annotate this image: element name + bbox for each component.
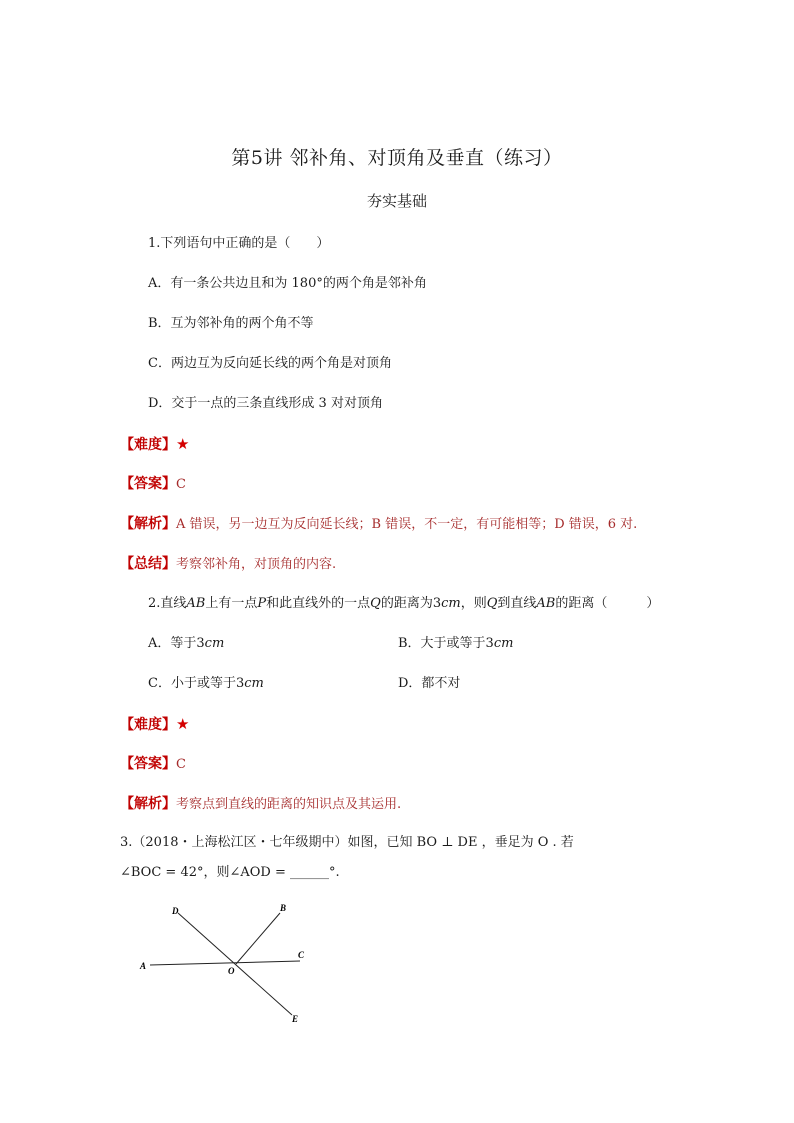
- point-label-o: O: [228, 966, 235, 976]
- option-text: C．小于或等于3: [148, 676, 245, 691]
- difficulty-label: 【难度】: [120, 717, 176, 733]
- summary-label: 【总结】: [120, 556, 176, 572]
- q2-var-q: Q: [370, 596, 381, 611]
- q2-stem-text: 上有一点: [205, 596, 258, 611]
- summary-text: 考察邻补角，对顶角的内容.: [176, 557, 337, 572]
- q2-analysis: [120, 795, 401, 814]
- q3-stem-line1: 3.（2018・上海松江区・七年级期中）如图，已知 BO ⊥ DE ，垂足为 O . 若: [120, 835, 574, 850]
- star-icon: ★: [176, 715, 190, 733]
- q2-stem-text: ，则: [460, 596, 487, 611]
- point-label-b: B: [280, 903, 287, 913]
- analysis-text: A 错误，另一边互为反向延长线；B 错误，不一定，有可能相等；D 错误，6 对.: [176, 517, 638, 532]
- difficulty-label: 【难度】: [120, 437, 176, 453]
- ray-ob: [236, 913, 280, 964]
- q1-summary: [120, 555, 336, 574]
- geometry-figure: [130, 895, 330, 1030]
- page-title: 第5讲 邻补角、对顶角及垂直（练习）: [231, 147, 563, 169]
- option-text: A．等于3: [148, 636, 205, 651]
- answer-label: 【答案】: [120, 756, 176, 772]
- option-unit: cm: [244, 676, 264, 691]
- analysis-text: 考察点到直线的距离的知识点及其运用.: [176, 797, 402, 812]
- q2-stem-text: 到直线: [497, 596, 537, 611]
- q2-answer: [120, 755, 186, 774]
- star-icon: ★: [176, 435, 190, 453]
- q1-stem: 1.下列语句中正确的是（ ）: [148, 236, 330, 251]
- answer-label: 【答案】: [120, 476, 176, 492]
- q2-option-c: [148, 675, 264, 693]
- q1-option-c: C．两边互为反向延长线的两个角是对顶角: [148, 356, 392, 371]
- analysis-label: 【解析】: [120, 516, 176, 532]
- q2-stem: [148, 595, 659, 613]
- answer-value: C: [176, 477, 186, 492]
- q2-stem-text: 的距离（ ）: [555, 596, 660, 611]
- q1-option-a: A．有一条公共边且和为 180°的两个角是邻补角: [148, 276, 427, 291]
- line-ac: [150, 961, 300, 965]
- q2-stem-text: 的距离为3: [380, 596, 442, 611]
- answer-value: C: [176, 757, 186, 772]
- point-label-a: A: [140, 961, 147, 971]
- point-label-c: C: [298, 950, 305, 960]
- q2-stem-text: 2.直线: [148, 596, 187, 611]
- point-label-e: E: [292, 1014, 299, 1024]
- option-text: B．大于或等于3: [398, 636, 494, 651]
- q2-var-q: Q: [486, 596, 498, 611]
- point-label-d: D: [172, 906, 179, 916]
- q1-answer: [120, 475, 186, 494]
- q2-difficulty: [120, 715, 189, 735]
- q2-var-ab: AB: [186, 596, 206, 611]
- option-unit: cm: [204, 636, 225, 651]
- q2-unit-cm: cm: [441, 596, 461, 611]
- q2-stem-text: 和此直线外的一点: [266, 596, 371, 611]
- q2-var-ab: AB: [536, 596, 556, 611]
- section-subtitle: 夯实基础: [366, 192, 427, 210]
- q1-option-d: D．交于一点的三条直线形成 3 对对顶角: [148, 396, 383, 411]
- q2-option-d: [398, 675, 460, 693]
- q1-difficulty: [120, 435, 189, 455]
- q2-option-b: [398, 635, 513, 653]
- q1-analysis: [120, 515, 637, 534]
- q2-option-a: [148, 635, 224, 653]
- option-unit: cm: [493, 636, 514, 651]
- option-text: D．都不对: [398, 676, 461, 691]
- q3-stem-line2: ∠BOC = 42°，则∠AOD = ______°.: [120, 865, 340, 880]
- q2-var-p: P: [257, 596, 267, 611]
- q1-option-b: B．互为邻补角的两个角不等: [148, 316, 314, 331]
- analysis-label: 【解析】: [120, 796, 176, 812]
